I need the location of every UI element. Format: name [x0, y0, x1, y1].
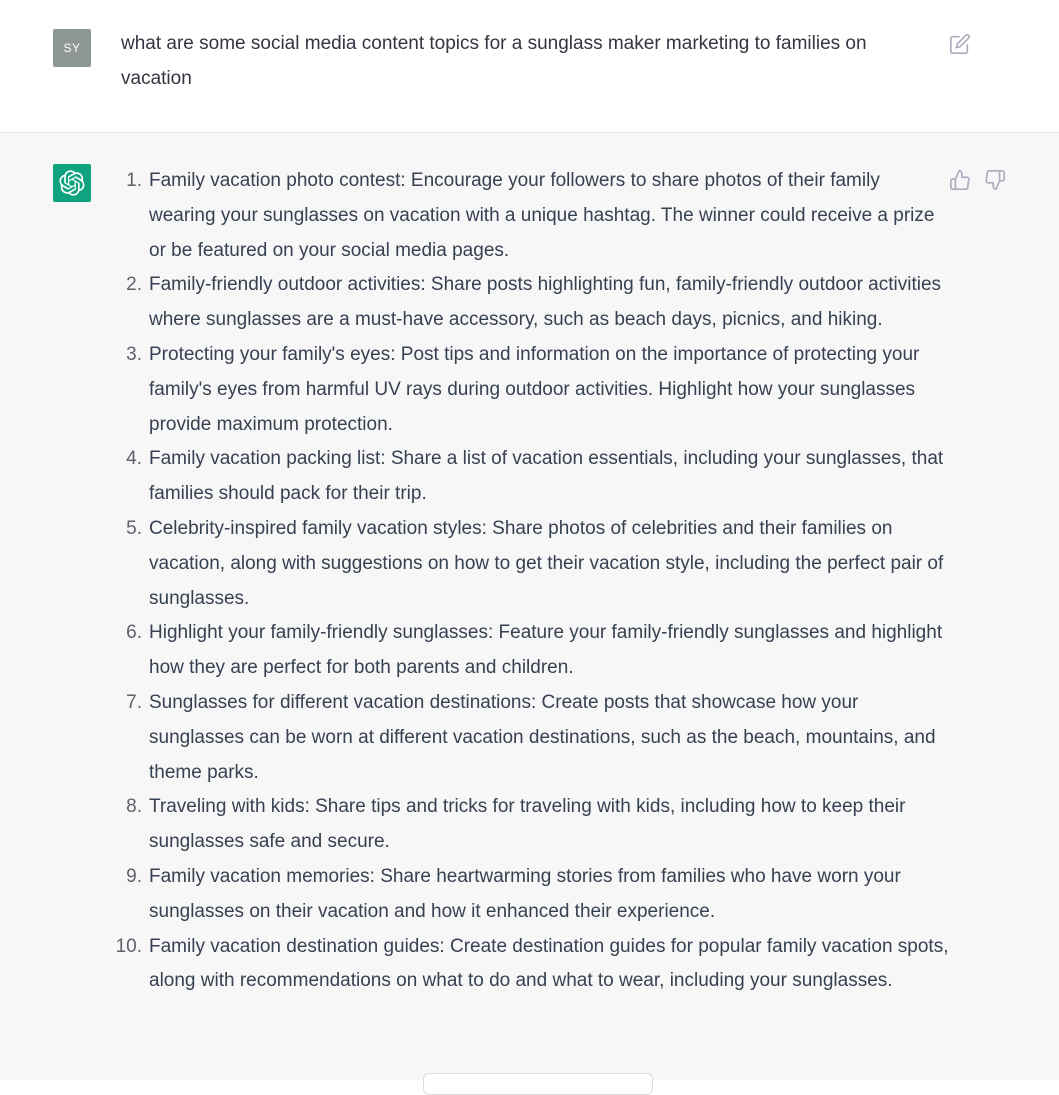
list-item-text: Family vacation packing list: Share a list of vacation essentials, including your sunglasses, that families should pack for their trip. [149, 448, 944, 505]
list-item [126, 512, 949, 616]
list-item-number: 5. [126, 517, 142, 539]
list-item-number: 10. [115, 935, 142, 957]
assistant-avatar [53, 164, 91, 202]
list-item [126, 164, 949, 268]
list-item-number: 9. [126, 865, 142, 887]
list-item-text: Traveling with kids: Share tips and tricks for traveling with kids, including how to keep their sunglasses safe and secure. [149, 796, 906, 853]
list-item [126, 338, 949, 442]
list-item [126, 860, 949, 930]
edit-icon[interactable] [949, 33, 971, 55]
assistant-message [0, 133, 1059, 1080]
list-item-number: 8. [126, 796, 142, 818]
list-item-text: Sunglasses for different vacation destinations: Create posts that showcase how your sunglasses can be worn at different vacation destinations, such as the beach, mountains, and theme parks. [149, 691, 936, 783]
list-item-number: 3. [126, 343, 142, 365]
list-item-number: 2. [126, 274, 142, 296]
list-item-text: Family-friendly outdoor activities: Share posts highlighting fun, family-friendly outdoor activities where sunglasses are a must-have accessory, such as beach days, picnics, and hiking. [149, 274, 942, 331]
list-item-text: Family vacation destination guides: Create destination guides for popular family vacation spots, along with recommendations on what to do and what to wear, including your sunglasses. [149, 935, 949, 992]
list-item-text: Family vacation memories: Share heartwarming stories from families who have worn your sunglasses on their vacation and how it enhanced their experience. [149, 865, 901, 922]
list-item-text: Highlight your family-friendly sunglasses: Feature your family-friendly sunglasses and highlight how they are perfect for both parents and children. [149, 622, 943, 679]
openai-logo-icon [59, 170, 85, 196]
list-item [115, 930, 949, 1000]
list-item-text: Celebrity-inspired family vacation styles: Share photos of celebrities and their families on vacation, along with suggestions on how to get their vacation style, including the perfect pair of sunglasses. [149, 517, 944, 609]
thumbs-down-icon[interactable] [984, 169, 1006, 191]
list-item-number: 4. [126, 448, 142, 470]
list-item [126, 686, 949, 790]
user-message [0, 0, 1059, 133]
list-item [126, 616, 949, 686]
answer-list [115, 164, 949, 999]
regenerate-response-button[interactable] [423, 1073, 653, 1095]
thumbs-up-icon[interactable] [949, 169, 971, 191]
list-item-text: Protecting your family's eyes: Post tips and information on the importance of protecting your family's eyes from harmful UV rays during outdoor activities. Highlight how your sunglasses provide maximum protection. [149, 343, 920, 435]
list-item-number: 7. [126, 691, 142, 713]
user-message-text: what are some social media content topics for a sunglass maker marketing to families on vacation [121, 33, 867, 89]
list-item [126, 442, 949, 512]
list-item-text: Family vacation photo contest: Encourage your followers to share photos of their family wearing your sunglasses on vacation with a unique hashtag. The winner could receive a prize or be featured on your social media pages. [149, 170, 935, 261]
user-avatar-initials: SY [63, 41, 81, 55]
list-item [126, 790, 949, 860]
list-item [126, 268, 949, 338]
user-avatar [53, 29, 91, 67]
list-item-number: 6. [126, 622, 142, 644]
list-item-number: 1. [126, 170, 142, 191]
